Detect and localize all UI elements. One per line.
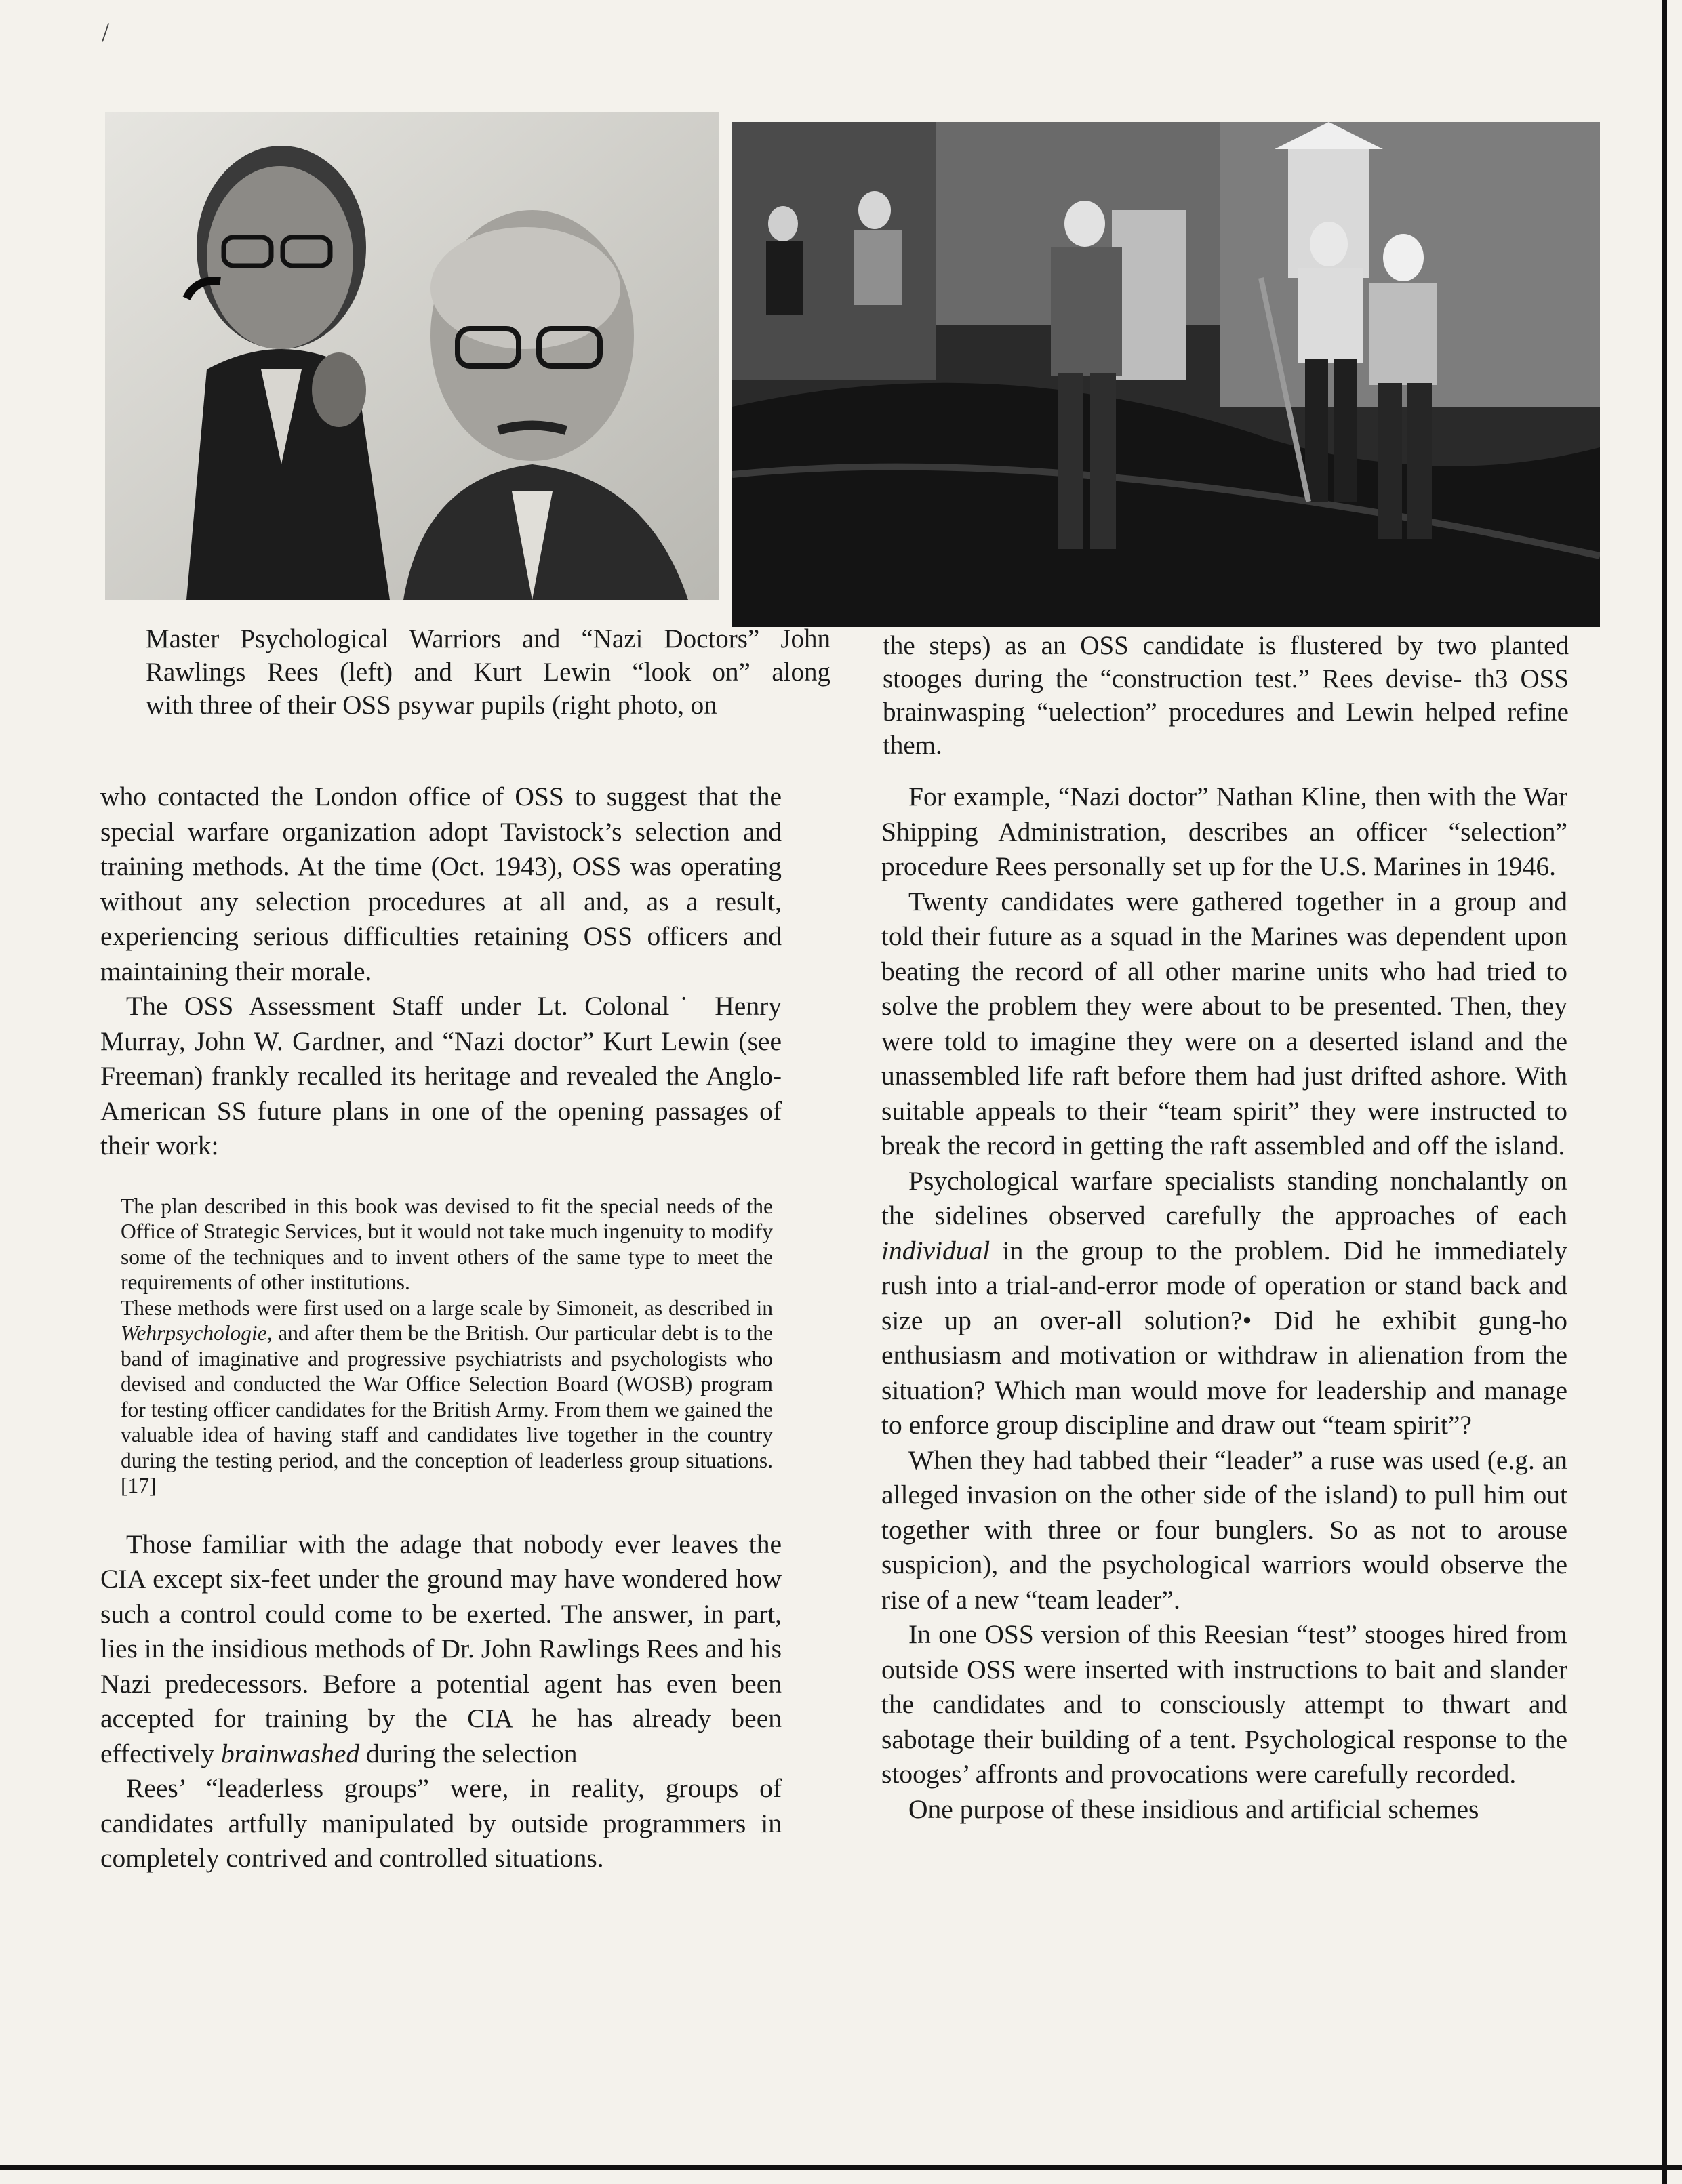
paragraph-text: in the group to the problem. Did he immediately rush into a trial-and-error mode of operation or stand back and size up an over-all solution?• Did he exhibit gung-ho enthusiasm and motivation or withdraw in alienation from the situation? Which man would move for leadership and manage to enforce group discipline and draw out “team spirit”? <box>881 1235 1567 1440</box>
quote-text: and after them be the British. Our particular debt is to the band of imaginative and progressive psychiatrists and psychologists who devised and conducted the War Office Selection Board (WOSB) program for testing officer candidates for the British Army. From them we gained the valuable idea of having staff and candidates live together in the country during the testing period, and the conception of leaderless group situations.[17] <box>121 1321 773 1497</box>
paragraph: Twenty candidates were gathered together in a group and told their future as a squad in the Marines was dependent upon beating the record of all other marine units who had tried to solve the problem they were about to be presented. Then, they were told to imagine they were on a deserted island and the unassembled life raft before them had just drifted ashore. With suitable appeals to their “team spirit” they were instructed to break the record in getting the raft assembled and off the island. <box>881 886 1567 1160</box>
paragraph: For example, “Nazi doctor” Nathan Kline, then with the War Shipping Administration, describes an officer “selection” procedure Rees personally set up for the U.S. Marines in 1946. <box>881 782 1567 881</box>
paragraph-text: Those familiar with the adage that nobody ever leaves the CIA except six-feet under the ground may have wondered how such a control could come to be exerted. The answer, in part, lies in the insidious methods of Dr. John Rawlings Rees and his Nazi predecessors. Before a potential agent has even been accepted for training by the CIA he has already been effectively <box>100 1529 782 1768</box>
caption-right-text: the steps) as an OSS candidate is flustered by two planted stooges during the “construction test.” Rees devise- th3 OSS brainwasping “uelection” procedures and Lewin helped refine them. <box>883 631 1569 760</box>
photo-oss-construction-test <box>732 122 1600 627</box>
caption-line-3: with three of their OSS psywar pupils (right photo, on <box>146 691 717 720</box>
paragraph-text: during the selection <box>359 1738 578 1768</box>
quote-paragraph: The plan described in this book was devised to fit the special needs of the Office of Strategic Services, but it would not take much ingenuity to modify some of the techniques and to invent others of the same type to meet the requirements of other institutions. <box>121 1194 773 1294</box>
caption-line-2: Rawlings Rees (left) and Kurt Lewin “look on” along <box>146 658 830 687</box>
page-edge-right <box>1662 0 1667 2184</box>
emphasis: individual <box>881 1235 990 1266</box>
paragraph: One purpose of these insidious and artificial schemes <box>908 1794 1479 1824</box>
outdoor-scene-illustration <box>732 122 1600 627</box>
paragraph: The OSS Assessment Staff under Lt. Colonal˙ Henry Murray, John W. Gardner, and “Nazi doctor” Kurt Lewin (see Freeman) frankly recalled its heritage and revealed the Anglo-American SS future plans in one of the opening passages of their work: <box>100 991 782 1160</box>
quote-book-title: Wehrpsychologie, <box>121 1321 273 1345</box>
photo-rees-lewin <box>105 112 719 600</box>
caption-line-1: Master Psychological Warriors and “Nazi Doctors” John <box>146 624 830 653</box>
paragraph <box>881 1164 1567 1443</box>
article-column-right <box>881 780 1567 1827</box>
paragraph: In one OSS version of this Reesian “test” stooges hired from outside OSS were inserted with instructions to bait and slander the candidates and to consciously attempt to thwart and sabotage their building of a tent. Psychological response to the stooges’ affronts and provocations were carefully recorded. <box>881 1619 1567 1789</box>
block-quote <box>121 1194 773 1499</box>
portrait-illustration <box>105 112 719 600</box>
paragraph: Rees’ “leaderless groups” were, in reality, groups of candidates artfully manipulated by outside programmers in completely contrived and controlled situations. <box>100 1773 782 1873</box>
paragraph-text: Psychological warfare specialists standing nonchalantly on the sidelines observed carefully the approaches of each <box>881 1165 1567 1230</box>
page-edge-bottom <box>0 2165 1682 2170</box>
paragraph: who contacted the London office of OSS to suggest that the special warfare organization adopt Tavistock’s selection and training methods. At the time (Oct. 1943), OSS was operating without any selection procedures at all and, as a result, experiencing serious difficulties retaining OSS officers and maintaining their morale. <box>100 782 782 986</box>
emphasis: brainwashed <box>221 1738 360 1768</box>
paragraph: When they had tabbed their “leader” a ruse was used (e.g. an alleged invasion on the other side of the island) to pull him out together with three or four bunglers. So as not to arouse suspicion), and the psychological warriors would observe the rise of a new “team leader”. <box>881 1444 1567 1615</box>
photo-caption-left <box>146 622 830 722</box>
quote-text: These methods were first used on a large scale by Simoneit, as described in <box>121 1295 773 1320</box>
quote-paragraph <box>121 1295 773 1499</box>
corner-mark: / <box>102 17 110 47</box>
photo-caption-right <box>883 629 1569 762</box>
paragraph <box>100 1527 782 1772</box>
article-column-left <box>100 780 782 1876</box>
